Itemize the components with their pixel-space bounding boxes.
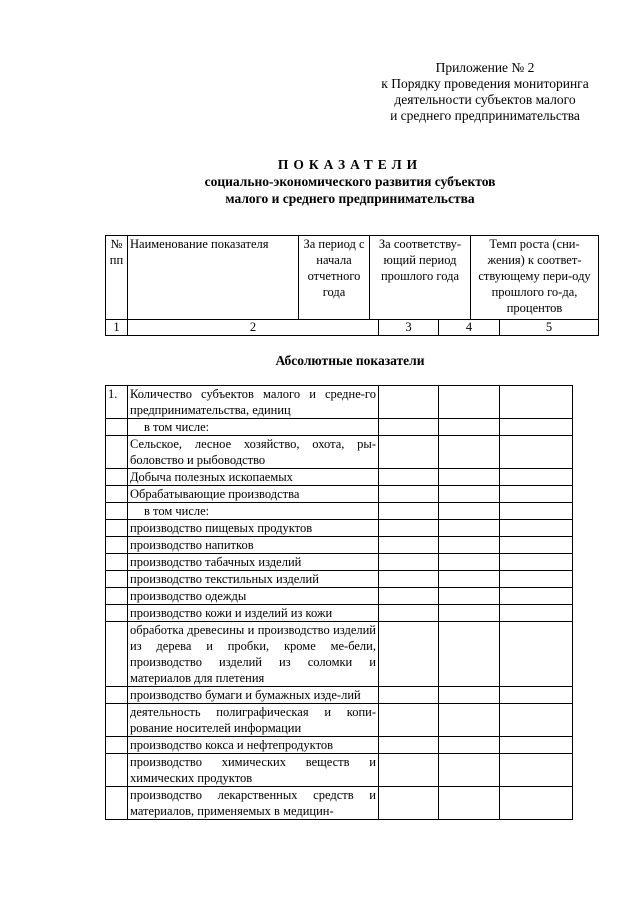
value-growth-rate [500,436,573,469]
table-row [106,436,573,469]
row-number [106,571,128,588]
value-growth-rate [500,537,573,554]
value-growth-rate [500,754,573,787]
header-growth-rate: Темп роста (сни-жения) к соответ-ствующему пери-оду прошлого го-да, процентов [471,236,599,320]
value-growth-rate [500,737,573,754]
table-row [106,737,573,754]
table-row [106,571,573,588]
value-previous-period [439,537,500,554]
value-current-period [379,737,439,754]
value-previous-period [439,588,500,605]
column-number: 5 [500,320,599,336]
value-current-period [379,554,439,571]
value-current-period [379,704,439,737]
indicator-name: производство лекарственных средств и материалов, применяемых в медицин- [128,787,379,820]
row-number [106,737,128,754]
value-current-period [379,687,439,704]
row-number [106,588,128,605]
row-number [106,486,128,503]
table-row [106,537,573,554]
table-row [106,754,573,787]
value-previous-period [439,469,500,486]
value-growth-rate [500,520,573,537]
appendix-line: к Порядку проведения мониторинга [381,76,589,91]
title-subtitle: социально-экономического развития субъектов [204,174,496,189]
indicator-name: обработка древесины и производство изделий из дерева и пробки, кроме ме-бели, производство изделий из соломки и материалов для плетения [128,622,379,687]
indicator-name: производство текстильных изделий [128,571,379,588]
value-current-period [379,754,439,787]
table-row [106,704,573,737]
indicator-name: в том числе: [128,503,379,520]
value-previous-period [439,436,500,469]
value-current-period [379,386,439,419]
value-previous-period [439,754,500,787]
value-current-period [379,520,439,537]
value-previous-period [439,386,500,419]
row-number [106,503,128,520]
value-previous-period [439,605,500,622]
value-current-period [379,537,439,554]
value-current-period [379,419,439,436]
indicators-table [105,385,573,820]
value-previous-period [439,503,500,520]
value-growth-rate [500,386,573,419]
column-number: 3 [379,320,439,336]
column-number: 2 [128,320,379,336]
indicator-name: производство химических веществ и химических продуктов [128,754,379,787]
value-growth-rate [500,419,573,436]
value-previous-period [439,520,500,537]
appendix-line: Приложение № 2 [435,60,535,75]
value-current-period [379,571,439,588]
row-number [106,520,128,537]
value-growth-rate [500,787,573,820]
value-current-period [379,469,439,486]
value-growth-rate [500,588,573,605]
value-growth-rate [500,554,573,571]
value-growth-rate [500,704,573,737]
indicator-name: Количество субъектов малого и средне-го предпринимательства, единиц [128,386,379,419]
value-previous-period [439,704,500,737]
header-number: № пп [106,236,128,320]
title-subtitle: малого и среднего предпринимательства [225,191,475,206]
value-current-period [379,503,439,520]
indicator-name: деятельность полиграфическая и копи-рование носителей информации [128,704,379,737]
indicator-name: производство одежды [128,588,379,605]
row-number [106,622,128,687]
appendix-block [350,60,620,124]
value-current-period [379,605,439,622]
indicator-name: производство бумаги и бумажных изде-лий [128,687,379,704]
appendix-line: деятельности субъектов малого [394,92,576,107]
value-previous-period [439,737,500,754]
value-growth-rate [500,571,573,588]
row-number [106,554,128,571]
value-previous-period [439,787,500,820]
value-growth-rate [500,469,573,486]
indicator-name: производство кокса и нефтепродуктов [128,737,379,754]
table-row [106,687,573,704]
row-number [106,537,128,554]
section-title: Абсолютные показатели [275,353,425,368]
value-current-period [379,622,439,687]
appendix-line: и среднего предпринимательства [390,108,580,123]
table-row [106,419,573,436]
row-number [106,787,128,820]
value-growth-rate [500,503,573,520]
row-number [106,605,128,622]
table-row [106,554,573,571]
column-number: 4 [439,320,500,336]
indicator-name: в том числе: [128,419,379,436]
table-row [106,787,573,820]
value-growth-rate [500,486,573,503]
value-current-period [379,486,439,503]
table-row [106,605,573,622]
header-previous-period: За соответству-ющий период прошлого года [370,236,471,320]
value-previous-period [439,419,500,436]
value-current-period [379,787,439,820]
row-number [106,687,128,704]
row-number [106,754,128,787]
column-numbers-row [105,319,599,336]
value-growth-rate [500,622,573,687]
title-main: ПОКАЗАТЕЛИ [277,157,423,172]
row-number: 1. [106,386,128,419]
indicator-name: производство кожи и изделий из кожи [128,605,379,622]
table-row [106,520,573,537]
header-table [105,235,599,320]
indicator-name: производство пищевых продуктов [128,520,379,537]
indicator-name: производство табачных изделий [128,554,379,571]
value-growth-rate [500,605,573,622]
indicator-name: производство напитков [128,537,379,554]
row-number [106,436,128,469]
table-row [106,503,573,520]
header-current-period: За период с начала отчетного года [299,236,370,320]
document-title [130,156,570,207]
value-previous-period [439,486,500,503]
indicator-name: Сельское, лесное хозяйство, охота, ры-боловство и рыбоводство [128,436,379,469]
value-current-period [379,588,439,605]
table-row [106,386,573,419]
indicator-name: Обрабатывающие производства [128,486,379,503]
row-number [106,419,128,436]
indicator-name: Добыча полезных ископаемых [128,469,379,486]
row-number [106,704,128,737]
value-previous-period [439,687,500,704]
table-row [106,469,573,486]
table-row [106,588,573,605]
value-previous-period [439,622,500,687]
value-growth-rate [500,687,573,704]
value-previous-period [439,554,500,571]
column-number: 1 [106,320,128,336]
table-row [106,486,573,503]
row-number [106,469,128,486]
value-current-period [379,436,439,469]
header-indicator-name: Наименование показателя [128,236,299,320]
value-previous-period [439,571,500,588]
table-row [106,622,573,687]
